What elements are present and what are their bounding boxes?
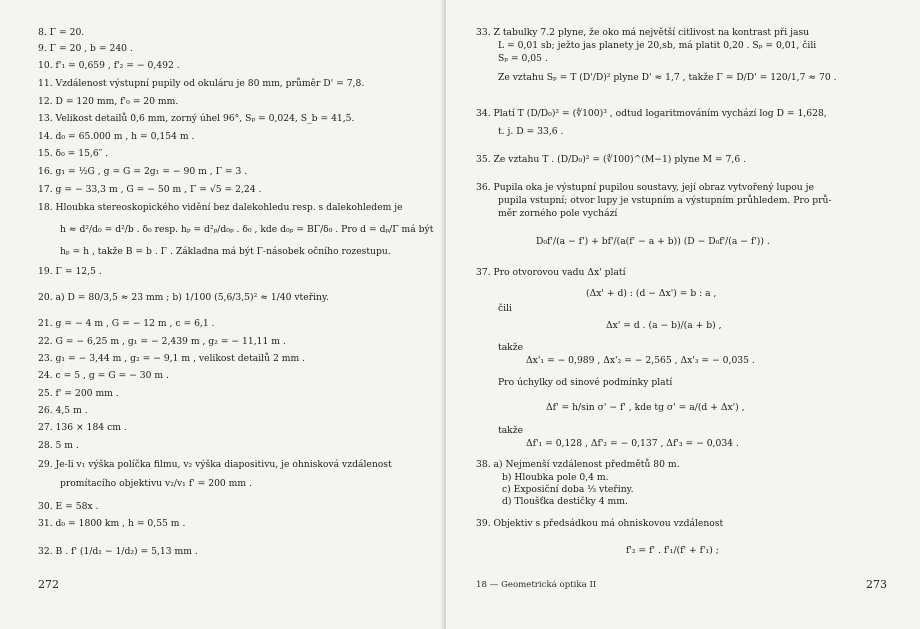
formula-line: Δx'₁ = − 0,989 , Δx'₂ = − 2,565 , Δx'₃ = − 0,035 . xyxy=(526,355,755,366)
answer-line: 25. f' = 200 mm . xyxy=(38,388,119,399)
answer-line: takže xyxy=(498,425,524,436)
answer-line: L = 0,01 sb; ježto jas planety je 20,sb, má platit 0,20 . Sₚ = 0,01, čili xyxy=(498,40,817,51)
answer-line: pupila vstupní; otvor lupy je vstupním a výstupním průhledem. Pro prů- xyxy=(498,195,832,206)
answer-line: 10. f'₁ = 0,659 , f'₂ = − 0,492 . xyxy=(38,60,180,71)
answer-line: 8. Γ = 20. xyxy=(38,27,85,38)
answer-line: měr zorného pole vychází xyxy=(498,208,618,219)
formula-line: 32. B . f' (1/d₁ − 1/d₂) = 5,13 mm . xyxy=(38,546,198,557)
answer-line: 30. E = 58x . xyxy=(38,501,99,512)
formula-line: f'₂ = f' . f'₁/(f' + f'₁) ; xyxy=(626,545,719,556)
answer-line: 38. a) Nejmenší vzdálenost předmětů 80 m. xyxy=(476,459,680,470)
answer-line: c) Exposiční doba ⅓ vteřiny. xyxy=(502,484,634,495)
answer-line: 14. d₀ = 65.000 m , h = 0,154 m . xyxy=(38,131,195,142)
running-footer: 18 — Geometrická optika II xyxy=(476,580,597,590)
answer-line: 11. Vzdálenost výstupní pupily od okuláru je 80 mm, průměr D' = 7,8. xyxy=(38,78,365,89)
answer-line: 15. δ₀ = 15,6″ . xyxy=(38,148,109,159)
answer-line: 26. 4,5 m . xyxy=(38,405,88,416)
answer-line: takže xyxy=(498,342,524,353)
answer-line: hₚ = h , takže B = b . Γ . Základna má být Γ-násobek očního rozestupu. xyxy=(60,246,391,257)
answer-line: 28. 5 m . xyxy=(38,440,79,451)
formula-line: Δf'₁ = 0,128 , Δf'₂ = − 0,137 , Δf'₃ = − 0,034 . xyxy=(526,438,739,449)
right-page xyxy=(446,0,920,629)
answer-line: 13. Velikost detailů 0,6 mm, zorný úhel 96°, Sₚ = 0,024, S_b = 41,5. xyxy=(38,113,355,124)
answer-line: 27. 136 × 184 cm . xyxy=(38,422,127,433)
answer-line: čili xyxy=(498,303,512,314)
answer-line: d) Tloušťka destičky 4 mm. xyxy=(502,496,628,507)
formula-line: D₀f'/(a − f') + bf'/(a(f' − a + b)) (D − D₀f'/(a − f')) . xyxy=(536,236,770,247)
answer-line: 37. Pro otvorovou vadu Δx' platí xyxy=(476,267,626,278)
page-number: 272 xyxy=(38,578,59,591)
formula-line: 20. a) D = 80/3,5 ≈ 23 mm ; b) 1/100 (5,6/3,5)² ≈ 1/40 vteřiny. xyxy=(38,292,329,303)
answer-line: b) Hloubka pole 0,4 m. xyxy=(502,472,609,483)
answer-line: 39. Objektiv s předsádkou má ohniskovou vzdálenost xyxy=(476,518,724,529)
answer-line: Pro úchylky od sinové podmínky platí xyxy=(498,377,673,388)
answer-line: 36. Pupila oka je výstupní pupilou soustavy, její obraz vytvořený lupou je xyxy=(476,182,814,193)
answer-line: 17. g = − 33,3 m , G = − 50 m , Γ = √5 = 2,24 . xyxy=(38,184,262,195)
answer-line: 33. Z tabulky 7.2 plyne, že oko má největší citlivost na kontrast při jasu xyxy=(476,27,810,38)
answer-line: 22. G = − 6,25 m , g₁ = − 2,439 m , g₂ = − 11,11 m . xyxy=(38,336,286,347)
formula-line: promítacího objektivu v₂/v₁ f' = 200 mm . xyxy=(60,478,252,489)
answer-line: t. j. D = 33,6 . xyxy=(498,126,564,137)
formula-line: Ze vztahu Sₚ = T (D'/D)² plyne D' ≈ 1,7 , takže Γ = D/D' = 120/1,7 ≈ 70 . xyxy=(498,72,837,83)
answer-line: 18. Hloubka stereoskopického vidění bez dalekohledu resp. s dalekohledem je xyxy=(38,202,403,213)
answer-line: 21. g = − 4 m , G = − 12 m , c = 6,1 . xyxy=(38,318,215,329)
formula-line: 34. Platí T (D/D₀)² = (∜100)³ , odtud logaritmováním vychází log D = 1,628, xyxy=(476,108,827,119)
answer-line: 9. Γ = 20 , b = 240 . xyxy=(38,43,133,54)
answer-line: 23. g₁ = − 3,44 m , g₂ = − 9,1 m , velikost detailů 2 mm . xyxy=(38,353,305,364)
left-page xyxy=(0,0,446,629)
answer-line: Sₚ = 0,05 . xyxy=(498,53,548,64)
formula-line: 35. Ze vztahu T . (D/D₀)² = (∜100)^(M−1) plyne M = 7,6 . xyxy=(476,154,746,165)
formula-line: Δx' = d . (a − b)/(a + b) , xyxy=(606,320,722,331)
formula-line: (Δx' + d) : (d − Δx') = b : a , xyxy=(586,288,717,299)
answer-line: 12. D = 120 mm, f'₀ = 20 mm. xyxy=(38,96,179,107)
answer-line: 29. Je-li v₁ výška políčka filmu, v₂ výška diapositivu, je ohnisková vzdálenost xyxy=(38,459,392,470)
formula-line: h ≈ d²/d₀ = d²/b . δ₀ resp. hₚ = d²ₚ/d₀ₚ . δ₀ , kde d₀ₚ = BΓ/δ₀ . Pro d = dₚ/Γ má být xyxy=(60,224,434,235)
page-number: 273 xyxy=(866,578,887,591)
answer-line: 31. d₀ = 1800 km , h = 0,55 m . xyxy=(38,518,186,529)
answer-line: 19. Γ = 12,5 . xyxy=(38,266,102,277)
answer-line: 16. g₁ = ½G , g = G = 2g₁ = − 90 m , Γ = 3 . xyxy=(38,166,248,177)
answer-line: 24. c = 5 , g = G = − 30 m . xyxy=(38,370,169,381)
formula-line: Δf' = h/sin σ' − f' , kde tg σ' = a/(d + Δx') , xyxy=(546,402,745,413)
